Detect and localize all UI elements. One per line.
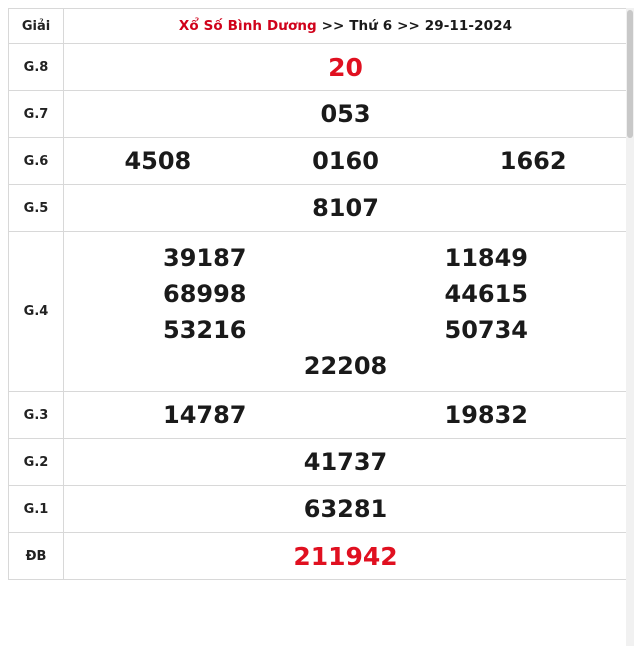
prize-label-g2: G.2 — [9, 439, 64, 486]
prize-number: 50734 — [444, 315, 528, 344]
prize-label-g7: G.7 — [9, 91, 64, 138]
table-row — [9, 232, 628, 392]
prize-label-db: ĐB — [9, 533, 64, 580]
prize-label-g6: G.6 — [9, 138, 64, 185]
table-row — [9, 91, 628, 138]
prize-values-db — [64, 533, 628, 580]
header-weekday: Thứ 6 — [349, 18, 393, 34]
prize-values-g3 — [64, 392, 628, 439]
prize-number: 44615 — [444, 279, 528, 308]
prize-label-g8: G.8 — [9, 44, 64, 91]
table-row — [9, 486, 628, 533]
prize-label-g4: G.4 — [9, 232, 64, 392]
table-row — [9, 138, 628, 185]
header-separator-2: >> — [392, 18, 425, 34]
prize-label-g5: G.5 — [9, 185, 64, 232]
prize-values-g4 — [64, 232, 628, 392]
prize-label-g3: G.3 — [9, 392, 64, 439]
table-row — [9, 185, 628, 232]
lottery-results-table — [8, 8, 628, 580]
header-label-cell: Giải — [9, 9, 64, 44]
prize-number: 53216 — [163, 315, 247, 344]
prize-row — [64, 315, 627, 344]
lottery-brand-title: Xổ Số Bình Dương — [178, 18, 317, 34]
prize-row — [64, 243, 627, 272]
prize-row — [64, 279, 627, 308]
prize-number: 211942 — [293, 541, 398, 571]
prize-number: 41737 — [303, 448, 388, 476]
prize-values-g8 — [64, 44, 628, 91]
prize-number: 053 — [320, 100, 371, 128]
table-row — [9, 439, 628, 486]
prize-number: 20 — [328, 52, 363, 82]
prize-values-g5 — [64, 185, 628, 232]
header-title-cell — [64, 9, 628, 44]
prize-row — [64, 351, 627, 380]
table-row — [9, 533, 628, 580]
prize-number: 63281 — [303, 495, 388, 523]
header-separator-1: >> — [316, 18, 350, 34]
prize-values-g6 — [64, 138, 628, 185]
prize-number: 4508 — [124, 147, 192, 175]
table-row — [9, 44, 628, 91]
table-row — [9, 392, 628, 439]
prize-number: 14787 — [163, 401, 247, 429]
vertical-scrollbar[interactable] — [626, 8, 634, 646]
lottery-result-page — [0, 8, 634, 646]
prize-number: 68998 — [163, 279, 247, 308]
prize-number: 0160 — [312, 147, 379, 175]
scrollbar-thumb[interactable] — [627, 10, 633, 138]
prize-values-g7 — [64, 91, 628, 138]
table-header-row — [9, 9, 628, 44]
prize-number: 22208 — [303, 351, 388, 380]
prize-number: 8107 — [312, 194, 379, 222]
prize-values-g2 — [64, 439, 628, 486]
prize-label-g1: G.1 — [9, 486, 64, 533]
prize-number: 1662 — [499, 147, 567, 175]
header-date: 29-11-2024 — [424, 18, 513, 34]
prize-number: 39187 — [163, 243, 247, 272]
prize-values-g1 — [64, 486, 628, 533]
prize-number: 11849 — [444, 243, 528, 272]
prize-number: 19832 — [444, 401, 528, 429]
